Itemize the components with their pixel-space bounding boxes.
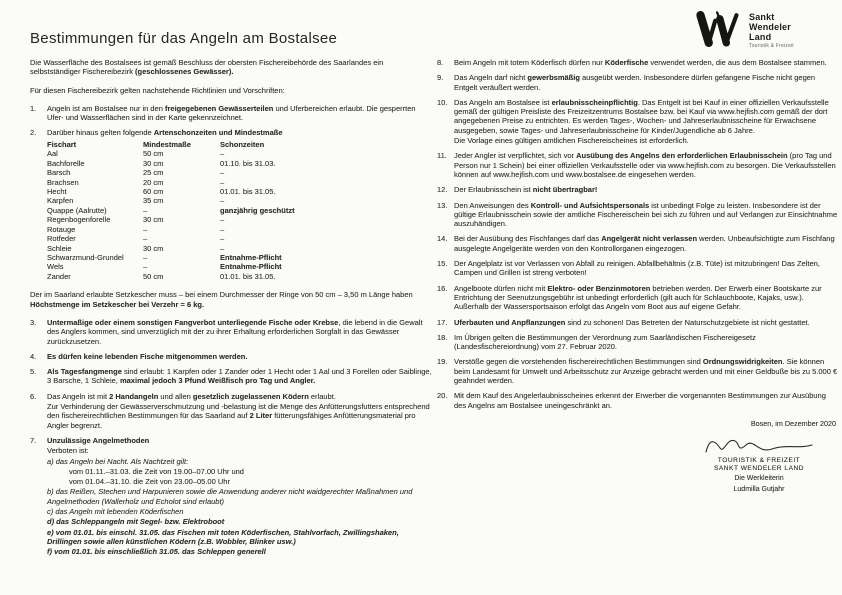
text-segment: 2 Handangeln [109, 391, 159, 401]
item-paragraph [47, 392, 432, 401]
logo-text [749, 8, 794, 49]
item-paragraph [454, 318, 838, 327]
logo-subline: Touristik & Freizeit [749, 43, 794, 50]
item-text [454, 333, 838, 352]
text-segment: Elektro- oder Benzinmotoren [547, 283, 651, 293]
text-segment: Beim Angeln mit totem Köderfisch dürfen nur [454, 58, 605, 67]
item-number: 14. [437, 234, 448, 244]
text-segment: Die Vorlage eines gültigen amtlichen Fischereischeines ist erforderlich. [454, 136, 689, 146]
table-cell: 01.10. bis 31.03. [220, 158, 276, 168]
text-segment: betrieben werden. Der Erwerb einer Bootskarte zur Entrichtung der Seenutzungsgebühr ist unbedingt erforderlich (gilt auch für Schlauchboote, Kajaks, usw.). Außerhalb der Wassersportsaison erfolgt das Angeln vom Boot aus auf eigene Gefahr. [454, 283, 822, 312]
table-row [47, 225, 432, 234]
table-header-cell: Schonzeiten [220, 139, 265, 149]
table-cell: 60 cm [143, 186, 164, 196]
logo-line: Sankt [749, 12, 775, 22]
table-cell: – [220, 196, 225, 206]
fish-table [47, 140, 432, 282]
text-segment: , die lebend in die Gewalt des Anglers kommen, sind unverzüglich mit der zu ihrer Erhaltung erforderlichen Sorgfalt in das Gewässer zurückzusetzen. [47, 317, 423, 346]
table-header-cell: Fischart [47, 139, 77, 149]
item-paragraph [69, 467, 432, 476]
text-segment: Die Wasserfläche des Bostalsees ist gemäß Beschluss der obersten Fischereibehörde des Saarlandes ein selbstständiger Fischereibezirk [30, 58, 384, 77]
text-segment: ausgeübt werden. Insbesondere dürfen gefangene Fische nicht gegen Entgelt veräußert werden. [454, 73, 816, 92]
table-cell: – [143, 234, 148, 244]
text-segment: . Das Entgelt ist bei Kauf in einer offiziellen Verkaufsstelle gemäß der gültigen Preisliste des Freizeitzentrums Bostalsee bzw. bei Kauf via www.hejfish.com gemäß der dort angegebenen Preise zu entrichten. Es werden Tages-, Wochen- und Jahreserlaubnisscheine für Erwachsene ausgegeben, sowie Tages- und Jahreserlaubnisscheine für Kinder/Jugendliche ab 6 Jahre. [454, 97, 829, 135]
item-paragraph [47, 446, 432, 455]
table-cell: 50 cm [143, 271, 164, 281]
list-item-13 [437, 201, 838, 229]
list-item-14 [437, 234, 838, 253]
list-item-16 [437, 284, 838, 312]
item-text [454, 151, 838, 179]
text-segment: vom 01.11.–31.03. die Zeit von 19.00–07.00 Uhr und [69, 466, 244, 476]
item-number: 3. [30, 317, 37, 327]
text-segment: f) vom 01.01. bis einschließlich 31.05. das Schleppen generell [47, 547, 266, 557]
text-segment: und Uferbereichen erlaubt. Die gesperrten Ufer- und Wasserflächen sind in der Karte gekennzeichnet. [47, 103, 416, 123]
item-paragraph [47, 457, 432, 466]
item-paragraph [454, 357, 838, 385]
table-cell: 01.01. bis 31.05. [220, 186, 276, 196]
item-paragraph [454, 58, 838, 67]
item-text [454, 284, 838, 312]
table-row [47, 253, 432, 262]
table-cell: Quappe (Aalrutte) [47, 205, 107, 215]
text-segment: Das Angeln am Bostalsee ist [454, 97, 552, 107]
logo-line: Wendeler [749, 22, 791, 33]
item-number: 11. [437, 151, 447, 161]
list-item-18 [437, 333, 838, 352]
table-cell: – [220, 243, 225, 253]
table-cell: – [220, 149, 225, 159]
item-paragraph [47, 517, 432, 526]
text-segment: Der Angelplatz ist vor Verlassen von Abfall zu reinigen. Abfallbehältnis (z.B. Tüte) ist mitzubringen! Das Zelten, Campen und Grillen ist streng verboten! [454, 259, 820, 278]
text-segment: Verboten ist: [47, 446, 89, 456]
item-text [454, 98, 838, 145]
item-text [454, 73, 838, 92]
item-paragraph [454, 73, 838, 92]
table-cell: Bachforelle [47, 158, 85, 168]
item-text [454, 391, 838, 410]
item-paragraph [454, 259, 838, 278]
item-number: 10. [437, 97, 448, 107]
text-segment: Mit dem Kauf des Angelerlaubnisscheines erkennt der Erwerber die vorgenannten Bestimmungen zur Ausübung des Angelns am Bostalsee uneingeschränkt an. [454, 391, 826, 410]
table-row [47, 168, 432, 177]
item-text [454, 318, 838, 327]
text-segment: (geschlossenes Gewässer). [135, 67, 234, 77]
signature-block [680, 420, 838, 495]
table-cell: 35 cm [143, 196, 164, 206]
text-segment: gesetzlich zugelassenen Ködern [192, 391, 309, 401]
table-cell: – [143, 205, 148, 215]
item-number: 20. [437, 391, 448, 401]
text-segment: freigegebenen Gewässerteilen [165, 103, 274, 113]
text-segment: Zur Verhinderung der Gewässerverschmutzung und -belastung ist die Menge des Anfütterungsfutters entsprechend den fischereirechtlichen Bestimmungen für das Saarland auf [47, 402, 430, 421]
item-paragraph [454, 201, 838, 229]
table-header-cell: Mindestmaße [143, 139, 191, 149]
text-segment: werden. Unbeaufsichtigte zum Fischfang ausgelegte Angelgeräte werden von den Kontrollorganen eingezogen. [454, 234, 835, 253]
item-number: 7. [30, 435, 37, 445]
table-cell: 30 cm [143, 158, 164, 168]
list-item-20 [437, 391, 838, 410]
text-segment: gewerbsmäßig [527, 73, 580, 83]
text-segment: e) vom 01.01. bis einschl. 31.05. das Fischen mit toten Köderfischen, Stahlvorfach, Zwillingshaken, Drillingen sowie allen künstlichen Ködern (z.B. Wobbler, Blinker usw.) [47, 527, 399, 546]
text-segment: Es dürfen keine lebenden Fische mitgenommen werden. [47, 351, 248, 361]
text-segment: Darüber hinaus gelten folgende [47, 128, 154, 138]
text-segment: erlaubnisscheinpflichtig [551, 97, 638, 107]
text-segment: Ausübung des Angelns den erforderlichen Erlaubnisschein [576, 151, 788, 161]
item-number: 4. [30, 351, 37, 361]
text-segment: a) das Angeln bei Nacht. Als Nachtzeit gilt: [47, 456, 189, 466]
item-text [454, 58, 838, 67]
text-segment: verwendet werden, die aus dem Bostalsee stammen. [648, 58, 827, 67]
text-segment: ist unbedingt Folge zu leisten. Insbesondere ist der gültige Erlaubnisschein sowie der amtliche Fischereischein bei sich zu führen und auf Verlangen zur Einsichtnahme auszuhändigen. [454, 200, 838, 229]
table-row [47, 159, 432, 168]
item-text [454, 201, 838, 229]
table-cell: – [143, 262, 148, 272]
signature-org-line: SANKT WENDELER LAND [714, 465, 804, 473]
text-segment: Der Erlaubnisschein ist [454, 185, 533, 195]
table-row [47, 272, 432, 281]
text-segment: Angeln ist am Bostalsee nur in den [47, 103, 165, 113]
text-segment: Der im Saarland erlaubte Setzkescher muss – bei einem Durchmesser der Ringe von 50 cm – 3,50 m Länge haben [30, 290, 413, 300]
list-item-6 [30, 392, 432, 430]
item-number: 18. [437, 332, 448, 342]
item-paragraph [454, 136, 838, 145]
list-item-3 [30, 318, 432, 346]
table-cell: – [220, 177, 225, 187]
table-cell: 30 cm [143, 215, 164, 225]
paragraph [30, 86, 432, 95]
item-text [47, 104, 432, 123]
list-item-10 [437, 98, 838, 145]
table-cell: – [220, 234, 225, 244]
item-number: 15. [437, 259, 448, 269]
table-header-row [47, 140, 432, 149]
table-row [47, 262, 432, 271]
item-paragraph [47, 487, 432, 506]
table-cell: Schwarzmund-Grundel [47, 253, 124, 263]
item-number: 1. [30, 103, 37, 113]
item-paragraph [454, 234, 838, 253]
list-item-15 [437, 259, 838, 278]
table-row [47, 178, 432, 187]
text-segment: Untermaßige oder einem sonstigen Fangverbot unterliegende Fische oder Krebse [47, 317, 339, 327]
table-cell: 30 cm [143, 243, 164, 253]
table-row [47, 244, 432, 253]
item-paragraph [47, 352, 432, 361]
text-segment: Angelgerät nicht verlassen [601, 234, 698, 244]
list-item-5 [30, 367, 432, 386]
table-cell: Zander [47, 271, 71, 281]
list-item-8 [437, 58, 838, 67]
list-item-19 [437, 357, 838, 385]
table-cell: Karpfen [47, 196, 74, 206]
text-segment: vom 01.04.–31.10. die Zeit von 23.00–05.00 Uhr [69, 477, 230, 487]
item-paragraph [47, 507, 432, 516]
table-cell: 25 cm [143, 168, 164, 178]
item-number: 9. [437, 73, 444, 83]
list-item-1 [30, 104, 432, 123]
item-paragraph [454, 284, 838, 312]
table-row [47, 149, 432, 158]
table-cell: Entnahme-Pflicht [220, 262, 282, 272]
item-number: 13. [437, 200, 448, 210]
table-cell: Hecht [47, 186, 67, 196]
table-note [30, 290, 432, 309]
table-cell: – [143, 253, 148, 263]
text-segment: d) das Schleppangeln mit Segel- bzw. Elektroboot [47, 517, 225, 527]
text-segment: Das Angeln darf nicht [454, 73, 528, 83]
text-segment: Höchstmenge im Setzkescher bei Verzehr = 6 kg. [30, 299, 205, 309]
item-paragraph [47, 104, 432, 123]
text-segment: Unzulässige Angelmethoden [47, 435, 150, 445]
page-title: Bestimmungen für das Angeln am Bostalsee [30, 30, 338, 47]
item-text [454, 357, 838, 385]
list-item-4 [30, 352, 432, 361]
text-segment: Als Tagesfangmenge [47, 367, 122, 377]
text-segment: Köderfische [604, 58, 649, 67]
item-text [47, 392, 432, 430]
text-segment: Uferbauten und Anpflanzungen [454, 317, 566, 327]
item-number: 16. [437, 283, 448, 293]
text-segment: . Sie können beim Landesamt für Umwelt und Arbeitsschutz zur Anzeige gebracht werden und mit einer Geldbuße bis zu 5.000 € geahndet werden. [454, 357, 838, 386]
item-paragraph [47, 318, 432, 346]
item-number: 6. [30, 391, 37, 401]
item-text [47, 318, 432, 346]
signature-name: Ludmilla Gutjahr [733, 485, 785, 493]
list-item-2 [30, 128, 432, 284]
item-paragraph [47, 547, 432, 556]
table-cell: – [220, 224, 225, 234]
text-segment: nicht übertragbar! [532, 185, 598, 195]
text-segment: Den Anweisungen des [454, 200, 531, 210]
list-item-7 [30, 436, 432, 557]
text-segment: 2 Liter [249, 411, 273, 421]
text-segment: (pro Tag und Person nur 1 Schein) bei einer offiziellen Verkaufsstelle oder via www.hejfish.com zu besorgen. Die Verkaufsstellen können auf www.hejfish.com und www.bostalsee.de eingesehen werden. [454, 151, 836, 179]
text-segment: Für diesen Fischereibezirk gelten nachstehende Richtlinien und Vorschriften: [30, 85, 285, 95]
table-cell: Barsch [47, 168, 71, 178]
list-item-9 [437, 73, 838, 92]
signature-org-line: TOURISTIK & FREIZEIT [717, 456, 801, 464]
text-segment: Das Angeln ist mit [47, 391, 110, 401]
item-text [47, 128, 432, 284]
logo [694, 8, 794, 50]
paragraph [30, 58, 432, 77]
item-text [454, 185, 838, 194]
item-paragraph [47, 436, 432, 445]
item-number: 19. [437, 357, 448, 367]
signature-date: Bosen, im Dezember 2020 [750, 418, 836, 428]
item-number: 8. [437, 58, 444, 67]
text-segment: sind erlaubt: 1 Karpfen oder 1 Zander oder 1 Hecht oder 1 Aal und 3 Forellen oder Saiblinge, 3 Barsche, 1 Schleie, [47, 367, 432, 386]
text-segment: Im Übrigen gelten die Bestimmungen der Verordnung zum Saarländischen Fischereigesetz (Landesfischereiordnung) vom 27. Februar 2020. [454, 332, 756, 352]
text-segment: und allen [158, 391, 193, 401]
logo-line: Land [749, 32, 772, 43]
item-number: 12. [437, 185, 448, 195]
item-text [454, 259, 838, 278]
table-row [47, 196, 432, 205]
text-segment: Kontroll- und Aufsichtspersonals [530, 200, 650, 210]
item-paragraph [47, 402, 432, 430]
table-cell: – [220, 215, 225, 225]
table-cell: – [220, 168, 225, 178]
item-text [47, 436, 432, 557]
left-column [30, 58, 432, 562]
item-paragraph [454, 98, 838, 135]
text-segment: Ordnungswidrigkeiten [702, 357, 783, 367]
item-paragraph [47, 528, 432, 547]
table-cell: 50 cm [143, 149, 164, 159]
item-paragraph [454, 185, 838, 194]
table-cell: 01.01. bis 31.05. [220, 271, 276, 281]
table-cell: Rotauge [47, 224, 76, 234]
text-segment: fütterungsfähiges Anfütterungsmaterial pro Angler begrenzt. [47, 411, 416, 430]
right-column [437, 58, 838, 495]
text-segment: Bei der Ausübung des Fischfanges darf das [454, 234, 602, 244]
table-cell: 20 cm [143, 177, 164, 187]
item-paragraph [69, 477, 432, 486]
item-number: 5. [30, 367, 37, 377]
text-segment: Jeder Angler ist verpflichtet, sich vor [454, 151, 577, 161]
table-cell: ganzjährig geschützt [220, 205, 295, 215]
text-segment: b) das Reißen, Stechen und Harpunieren sowie die Anwendung anderer nicht waidgerechter Maßnahmen und Angelmethoden (Wallerholz und Echolot sind erlaubt) [47, 487, 413, 506]
item-number: 17. [437, 317, 448, 327]
signature-role: Die Werkleiterin [734, 475, 784, 483]
item-text [47, 352, 432, 361]
item-text [47, 367, 432, 386]
table-cell: Aal [47, 149, 58, 159]
table-cell: Brachsen [47, 177, 79, 187]
list-item-11 [437, 151, 838, 179]
handwritten-signature-icon [700, 430, 818, 460]
table-row [47, 234, 432, 243]
table-cell: Regenbogenforelle [47, 215, 111, 225]
table-cell: Schleie [47, 243, 72, 253]
table-cell: – [143, 224, 148, 234]
item-number: 2. [30, 128, 37, 138]
text-segment: sind zu schonen! Das Betreten der Naturschutzgebiete ist nicht gestattet. [565, 317, 810, 327]
table-cell: Rotfeder [47, 234, 76, 244]
text-segment: c) das Angeln mit lebenden Köderfischen [47, 506, 184, 516]
text-segment: Verstöße gegen die vorstehenden fischereirechtlichen Bestimmungen sind [454, 357, 703, 367]
text-segment: erlaubt. [308, 391, 336, 401]
text-segment: maximal jedoch 3 Pfund Weißfisch pro Tag und Angler. [119, 376, 316, 386]
table-cell: Entnahme-Pflicht [220, 253, 282, 263]
text-segment: Artenschonzeiten und Mindestmaße [153, 128, 283, 138]
table-row [47, 187, 432, 196]
item-paragraph [47, 367, 432, 386]
text-segment: Angelboote dürfen nicht mit [454, 283, 548, 293]
item-paragraph [454, 151, 838, 179]
table-cell: Wels [47, 262, 64, 272]
item-text [454, 234, 838, 253]
list-item-12 [437, 185, 838, 194]
brush-w-icon [694, 8, 742, 50]
item-paragraph [454, 391, 838, 410]
item-paragraph [47, 128, 432, 137]
item-paragraph [454, 333, 838, 352]
table-row [47, 215, 432, 224]
table-row [47, 206, 432, 215]
list-item-17 [437, 318, 838, 327]
